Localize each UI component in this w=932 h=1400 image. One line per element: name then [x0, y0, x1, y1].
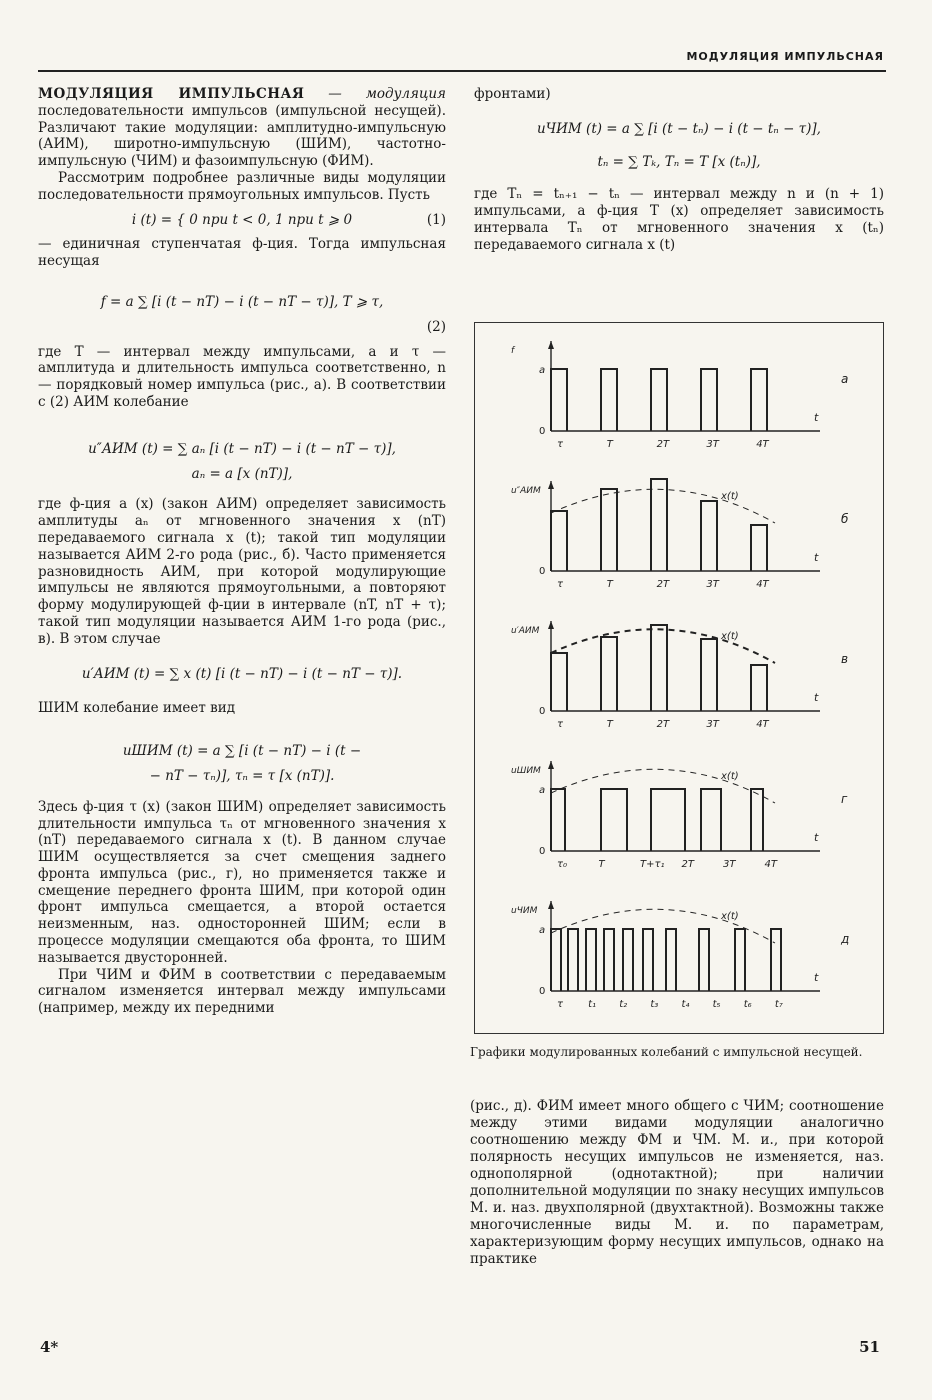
panel-1-tick-label: 2T	[656, 579, 670, 590]
formula-1-text: i (t) = { 0 при t < 0, 1 при t ⩾ 0	[131, 211, 353, 228]
panel-3-t-label: t	[814, 831, 819, 844]
right-paragraph-1: фронтами)	[474, 86, 551, 102]
panel-2-ylabel: u′АИМ	[511, 626, 540, 636]
panel-3-curve-label: x(t)	[721, 771, 739, 782]
panel-4-tick-label: t₁	[588, 999, 597, 1010]
panel-2-curve-label: x(t)	[721, 631, 739, 642]
formula-2	[38, 294, 446, 311]
title-dash: — модуляция	[304, 86, 446, 102]
panel-1-tick-label: 3T	[706, 579, 719, 590]
panel-2-y-arrow	[548, 621, 554, 629]
panel-4-curve-label: x(t)	[721, 911, 739, 922]
right-formula-1: uЧИМ (t) = a ∑ [i (t − tₙ) − i (t − tₙ − τ)],	[537, 120, 821, 137]
panel-4-letter: д	[841, 932, 850, 946]
panel-4-t-label: t	[814, 971, 819, 984]
panel-2-tick-label: τ	[557, 719, 564, 730]
formula-1	[38, 212, 446, 229]
panel-4-tick-label: t₅	[712, 999, 721, 1010]
panel-4-tick-label: τ	[557, 999, 564, 1010]
paragraph-2: Рассмотрим подробнее различные виды модуляции последовательности прямоугольных импульсов. Пусть	[38, 169, 446, 203]
panel-4-pulse	[604, 929, 614, 991]
figure-svg	[475, 323, 883, 1033]
panel-3-tick-label: T+τ₁	[640, 859, 665, 870]
paragraph-4: где T — интервал между импульсами, a и τ — амплитуда и длительность импульса соответственно, n — порядковый номер импульса (рис., а). В соответствии с (2) АИМ колебание	[38, 343, 446, 410]
formula-3: u″АИМ (t) = ∑ aₙ [i (t − nT) − i (t − nT − τ)],	[88, 440, 396, 457]
panel-3-pulse	[551, 789, 565, 851]
panel-4-pulse	[643, 929, 653, 991]
panel-3-tick-label: τ₀	[557, 859, 568, 870]
paragraph-6: ШИМ колебание имеет вид	[38, 700, 236, 717]
panel-4-tick-label: t₂	[619, 999, 628, 1010]
panel-2-pulse	[601, 637, 617, 711]
paragraph-8: При ЧИМ и ФИМ в соответствии с передаваемым сигналом изменяется интервал между импульсами (например, между их передними	[38, 966, 446, 1017]
panel-2-tick-label: 4T	[756, 719, 769, 730]
panel-1-pulse	[701, 501, 717, 571]
panel-3-pulse	[751, 789, 763, 851]
panel-3-pulse	[651, 789, 685, 851]
equation-number-2: (2)	[426, 318, 446, 335]
formula-5b: − nT − τₙ)], τₙ = τ [x (nT)].	[149, 767, 335, 784]
formula-4: u′АИМ (t) = ∑ x (t) [i (t − nT) − i (t − nT − τ)].	[81, 665, 403, 682]
panel-0-pulse	[551, 369, 567, 431]
panel-4-pulse	[623, 929, 633, 991]
paragraph-3: — единичная ступенчатая ф-ция. Тогда импульсная несущая	[38, 236, 446, 270]
panel-4-pulse	[735, 929, 745, 991]
panel-0-tick-label: 4T	[756, 439, 769, 450]
panel-1-curve-label: x(t)	[721, 491, 739, 502]
pulse-modulation-figure	[474, 322, 884, 1034]
panel-4-y-arrow	[548, 901, 554, 909]
panel-4-tick-label: t₃	[650, 999, 659, 1010]
panel-0-amp: a	[539, 365, 546, 376]
panel-4-pulse	[586, 929, 596, 991]
panel-4-tick-label: t₆	[743, 999, 752, 1010]
panel-0-y-arrow	[548, 341, 554, 349]
panel-3-tick-label: 4T	[764, 859, 777, 870]
panel-2-pulse	[551, 653, 567, 711]
right-formula-2: tₙ = ∑ Tₖ, Tₙ = T [x (tₙ)],	[597, 153, 761, 170]
panel-4-pulse	[551, 929, 561, 991]
article-title: МОДУЛЯЦИЯ ИМПУЛЬСНАЯ	[38, 86, 305, 102]
panel-1-pulse	[601, 489, 617, 571]
panel-3-pulse	[701, 789, 721, 851]
panel-4-tick-label: t₇	[774, 999, 783, 1010]
formula-3b: aₙ = a [x (nT)],	[191, 465, 293, 482]
left-column	[38, 86, 446, 1017]
formula-2-text: f = a ∑ [i (t − nT) − i (t − nT − τ)], T ⩾ τ,	[100, 293, 384, 310]
right-column	[474, 86, 884, 254]
paragraph-5: где ф-ция a (x) (закон АИМ) определяет зависимость амплитуды aₙ от мгновенного значения x (nT) передаваемого сигнала x (t); такой тип модуляции называется АИМ 2-го рода (рис., б). Часто применяется разновидность АИМ, при которой модулирующие импульсы не являются прямоугольными, а повторяют форму модулирующей ф-ции в интервале (nT, nT + τ); такой тип модуляции называется АИМ 1-го рода (рис., в). В этом случае	[38, 496, 446, 647]
panel-0-pulse	[701, 369, 717, 431]
panel-1-pulse	[751, 525, 767, 571]
panel-2-modulating-curve	[551, 629, 775, 663]
panel-4-pulse	[666, 929, 676, 991]
panel-0-t-label: t	[814, 411, 819, 424]
panel-0-pulse	[751, 369, 767, 431]
panel-3-tick-label: 3T	[723, 859, 736, 870]
panel-3-tick-label: 2T	[681, 859, 694, 870]
panel-0-letter: а	[841, 372, 849, 386]
panel-1-tick-label: T	[606, 579, 613, 590]
panel-4-amp: a	[539, 925, 546, 936]
article-intro	[38, 86, 446, 170]
panel-1-tick-label: τ	[557, 579, 564, 590]
panel-0-pulse	[601, 369, 617, 431]
panel-3-ylabel: uШИМ	[511, 766, 541, 776]
panel-2-pulse	[701, 639, 717, 711]
panel-4-zero: 0	[539, 986, 546, 997]
panel-2-tick-label: 2T	[656, 719, 670, 730]
panel-4-pulse	[568, 929, 578, 991]
figure-caption: Графики модулированных колебаний с импульсной несущей.	[470, 1045, 863, 1059]
panel-2-pulse	[751, 665, 767, 711]
paragraph-1: последовательности импульсов (импульсной несущей). Различают такие модуляции: амплитудно-импульсную (АИМ), широтно-импульсную (ШИМ), частотно-импульсную (ЧИМ) и фазоимпульсную (ФИМ).	[38, 102, 446, 170]
panel-4-modulating-curve	[551, 909, 775, 943]
panel-1-letter: б	[841, 512, 849, 526]
panel-0-tick-label: T	[606, 439, 613, 450]
panel-4-ylabel: uЧИМ	[511, 906, 538, 916]
panel-3-tick-label: T	[598, 859, 605, 870]
panel-2-tick-label: T	[606, 719, 613, 730]
panel-1-pulse	[651, 479, 667, 571]
formula-5: uШИМ (t) = a ∑ [i (t − nT) − i (t −	[122, 743, 362, 760]
panel-1-y-arrow	[548, 481, 554, 489]
panel-3-pulse	[601, 789, 627, 851]
signature-mark: 4*	[40, 1338, 59, 1356]
panel-0-tick-label: 2T	[656, 439, 670, 450]
panel-3-amp: a	[539, 785, 546, 796]
right-paragraph-2: где Tₙ = tₙ₊₁ − tₙ — интервал между n и (n + 1) импульсами, а ф-ция T (x) определяет зависимость интервала Tₙ от мгновенного значения x (tₙ) передаваемого сигнала x (t)	[474, 186, 884, 253]
panel-3-zero: 0	[539, 846, 546, 857]
page-number: 51	[859, 1338, 880, 1356]
panel-0-tick-label: τ	[557, 439, 564, 450]
panel-1-pulse	[551, 511, 567, 571]
equation-number-1: (1)	[426, 211, 446, 228]
panel-2-t-label: t	[814, 691, 819, 704]
right-paragraph-3: (рис., д). ФИМ имеет много общего с ЧИМ; соотношение между этими видами модуляции аналогично соотношению между ФМ и ЧМ. М. и., при которой полярность несущих импульсов не изменяется, наз. однополярной (однотактной); при наличии дополнительной модуляции по знаку несущих импульсов М. и. наз. двухполярной (двухтактной). Возможны также многочисленные виды М. и. по параметрам, характеризующим форму несущих импульсов, однако на практике	[470, 1098, 884, 1267]
panel-1-t-label: t	[814, 551, 819, 564]
panel-3-y-arrow	[548, 761, 554, 769]
panel-1-tick-label: 4T	[756, 579, 769, 590]
panel-3-modulating-curve	[551, 769, 775, 803]
panel-1-modulating-curve	[551, 489, 775, 523]
panel-1-zero: 0	[539, 566, 546, 577]
panel-0-pulse	[651, 369, 667, 431]
panel-0-zero: 0	[539, 426, 546, 437]
panel-2-tick-label: 3T	[706, 719, 719, 730]
panel-2-letter: в	[841, 652, 849, 666]
panel-2-zero: 0	[539, 706, 546, 717]
panel-1-ylabel: u″АИМ	[511, 486, 541, 496]
running-head: МОДУЛЯЦИЯ ИМПУЛЬСНАЯ	[686, 50, 884, 63]
panel-0-ylabel: f	[511, 346, 515, 356]
panel-4-tick-label: t₄	[681, 999, 690, 1010]
panel-0-tick-label: 3T	[706, 439, 719, 450]
panel-4-pulse	[699, 929, 709, 991]
panel-2-pulse	[651, 625, 667, 711]
paragraph-7: Здесь ф-ция τ (x) (закон ШИМ) определяет зависимость длительности импульса τₙ от мгновенного значения x (nT) передаваемого сигнала x (t). В данном случае ШИМ осуществляется за счет смещения заднего фронта импульса (рис., г), но применяется также и смещение переднего фронта ШИМ, при которой один фронт импульса смещается, а второй остается неизменным, наз. односторонней ШИМ; если в процессе модуляции смещаются оба фронта, то ШИМ называется двусторонней.	[38, 798, 446, 966]
header-rule	[38, 70, 886, 72]
panel-3-letter: г	[841, 792, 848, 806]
panel-4-pulse	[771, 929, 781, 991]
